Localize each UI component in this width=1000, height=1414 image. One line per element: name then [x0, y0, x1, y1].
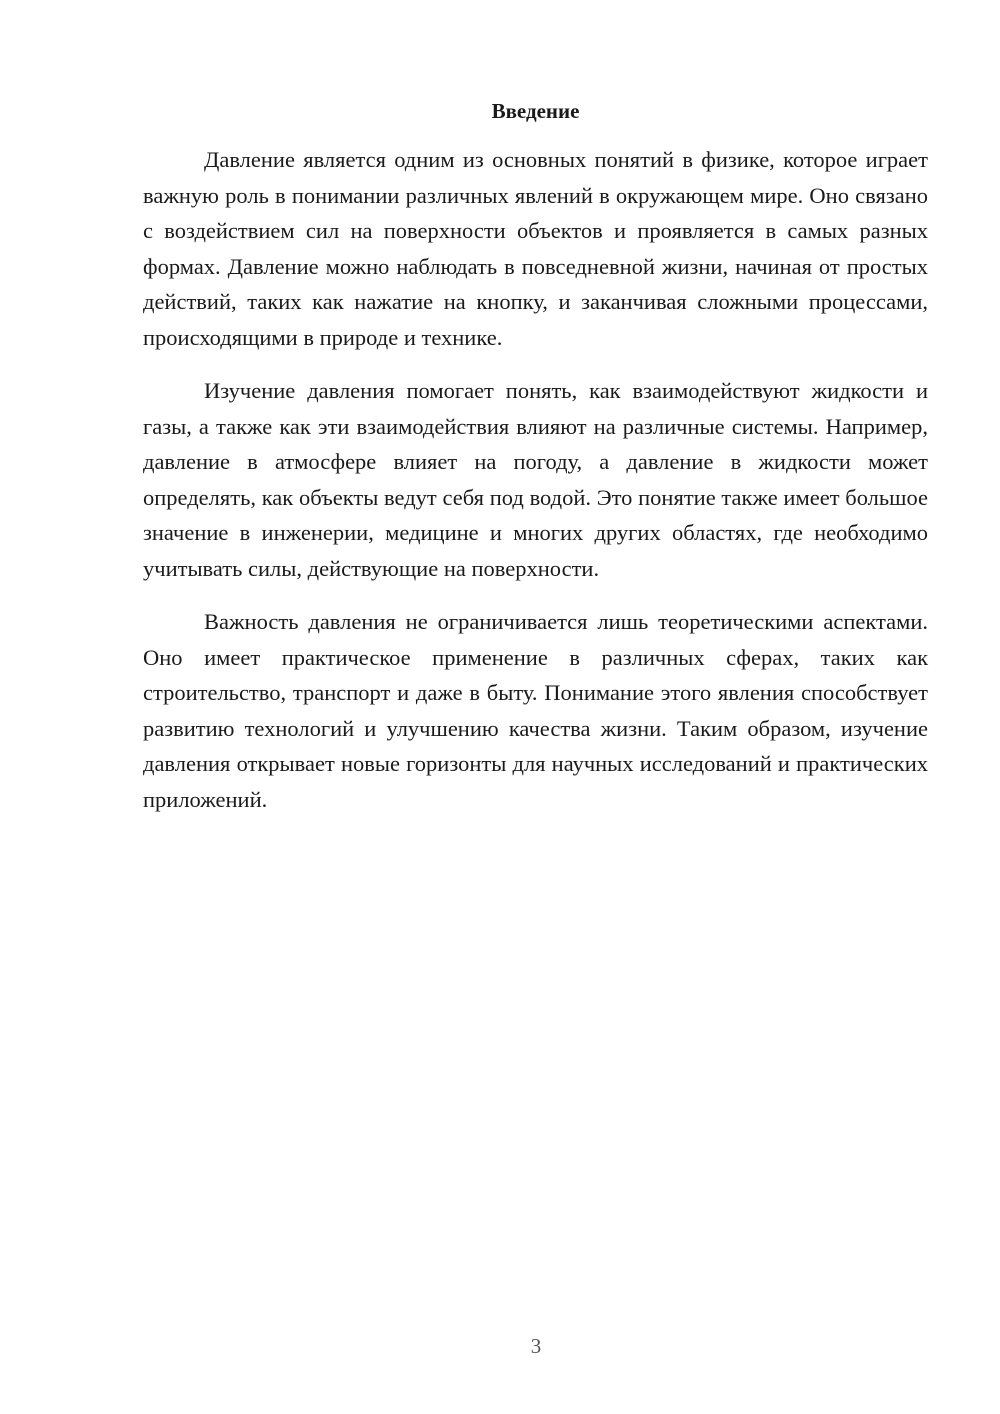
section-heading: Введение — [491, 99, 580, 123]
paragraph: Важность давления не ограничивается лишь теоретическими аспектами. Оно имеет практическое применение в различных сферах, таких как строительство, транспорт и даже в быту. Понимание этого явления способствует развитию технологий и улучшению качества жизни. Таким образом, изучение давления открывает новые горизонты для научных исследований и практических приложений. — [143, 609, 928, 812]
paragraph: Изучение давления помогает понять, как взаимодействуют жидкости и газы, а также как эти взаимодействия влияют на различные системы. Например, давление в атмосфере влияет на погоду, а давление в жидкости может определять, как объекты ведут себя под водой. Это понятие также имеет большое значение в инженерии, медицине и многих других областях, где необходимо учитывать силы, действующие на поверхности. — [143, 378, 928, 581]
body-text — [143, 142, 928, 835]
paragraph: Давление является одним из основных понятий в физике, которое играет важную роль в понимании различных явлений в окружающем мире. Оно связано с воздействием сил на поверхности объектов и проявляется в самых разных формах. Давление можно наблюдать в повседневной жизни, начиная от простых действий, таких как нажатие на кнопку, и заканчивая сложными процессами, происходящими в природе и технике. — [143, 147, 928, 350]
page-number: 3 — [530, 1334, 542, 1358]
